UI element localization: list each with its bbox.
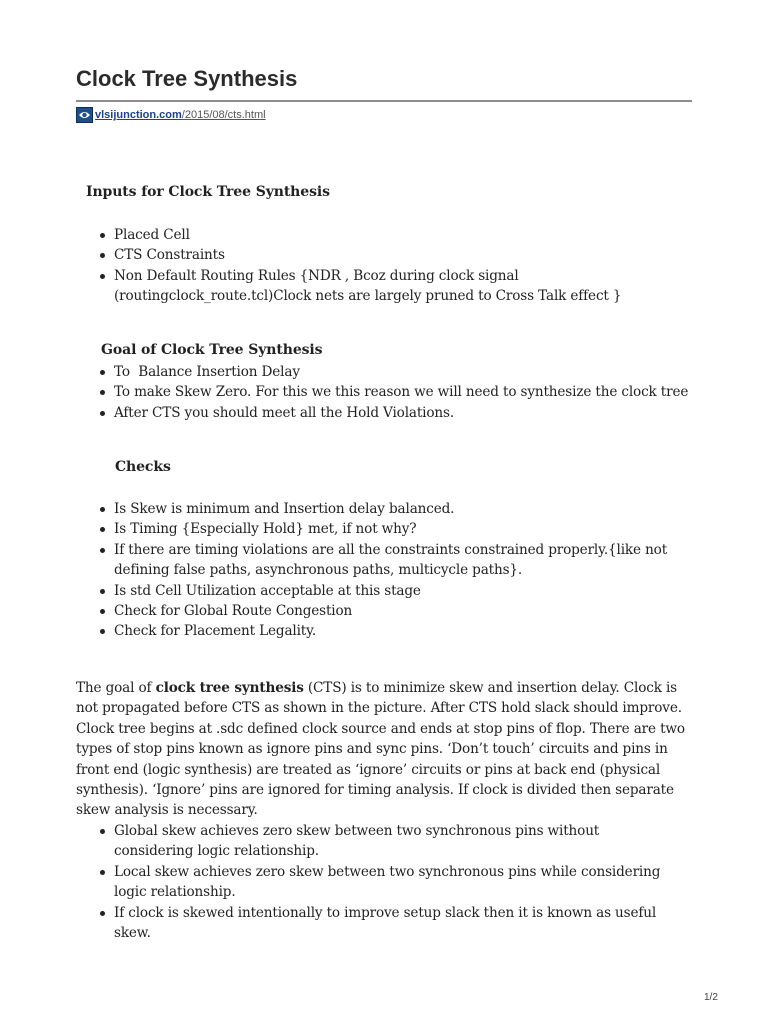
list-item: Is std Cell Utilization acceptable at this stage: [76, 581, 680, 601]
source-path-link[interactable]: /2015/08/cts.html: [181, 109, 266, 121]
list-item: To Balance Insertion Delay: [76, 362, 706, 382]
title-divider: [76, 100, 692, 102]
goal-heading: Goal of Clock Tree Synthesis: [101, 342, 323, 358]
page-title: Clock Tree Synthesis: [76, 66, 298, 91]
cts-paragraph: [76, 678, 696, 821]
list-item: Global skew achieves zero skew between two synchronous pins without considering logic relationship.: [76, 821, 680, 862]
list-item: Check for Placement Legality.: [76, 621, 680, 641]
checks-list: [76, 499, 680, 642]
list-item: Check for Global Route Congestion: [76, 601, 680, 621]
list-item: If there are timing violations are all the constraints constrained properly.{like not defining false paths, asynchronous paths, multicycle paths}.: [76, 540, 680, 581]
checks-heading: Checks: [115, 459, 171, 475]
paragraph-body: (CTS) is to minimize skew and insertion delay. Clock is not propagated before CTS as shown in the picture. After CTS hold slack should improve. Clock tree begins at .sdc defined clock source and ends at stop pins of flop. There are two types of stop pins known as ignore pins and sync pins. ‘Don’t touch’ circuits and pins in front end (logic synthesis) are treated as ‘ignore’ circuits or pins at back end (physical synthesis). ‘Ignore’ pins are ignored for timing analysis. If clock is divided then separate skew analysis is necessary.: [76, 680, 685, 819]
source-domain-link[interactable]: vlsijunction.com: [95, 109, 182, 121]
paragraph-prefix: The goal of: [76, 680, 156, 696]
site-favicon-icon: [76, 107, 93, 123]
paragraph-bold-term: clock tree synthesis: [155, 680, 304, 696]
list-item: Is Skew is minimum and Insertion delay balanced.: [76, 499, 680, 519]
list-item: To make Skew Zero. For this we this reason we will need to synthesize the clock tree: [76, 382, 706, 402]
list-item: Local skew achieves zero skew between two synchronous pins while considering logic relationship.: [76, 862, 680, 903]
source-link[interactable]: [76, 107, 266, 123]
inputs-list: [76, 225, 676, 307]
list-item: If clock is skewed intentionally to improve setup slack then it is known as useful skew.: [76, 903, 680, 944]
page-number: 1/2: [704, 992, 718, 1003]
goal-list: [76, 362, 706, 423]
list-item: Placed Cell: [76, 225, 676, 245]
skew-list: [76, 821, 680, 943]
inputs-heading: Inputs for Clock Tree Synthesis: [86, 184, 330, 200]
list-item: After CTS you should meet all the Hold Violations.: [76, 403, 706, 423]
list-item: CTS Constraints: [76, 245, 676, 265]
list-item: Non Default Routing Rules {NDR , Bcoz during clock signal (routingclock_route.tcl)Clock nets are largely pruned to Cross Talk effect }: [76, 266, 676, 307]
list-item: Is Timing {Especially Hold} met, if not why?: [76, 519, 680, 539]
